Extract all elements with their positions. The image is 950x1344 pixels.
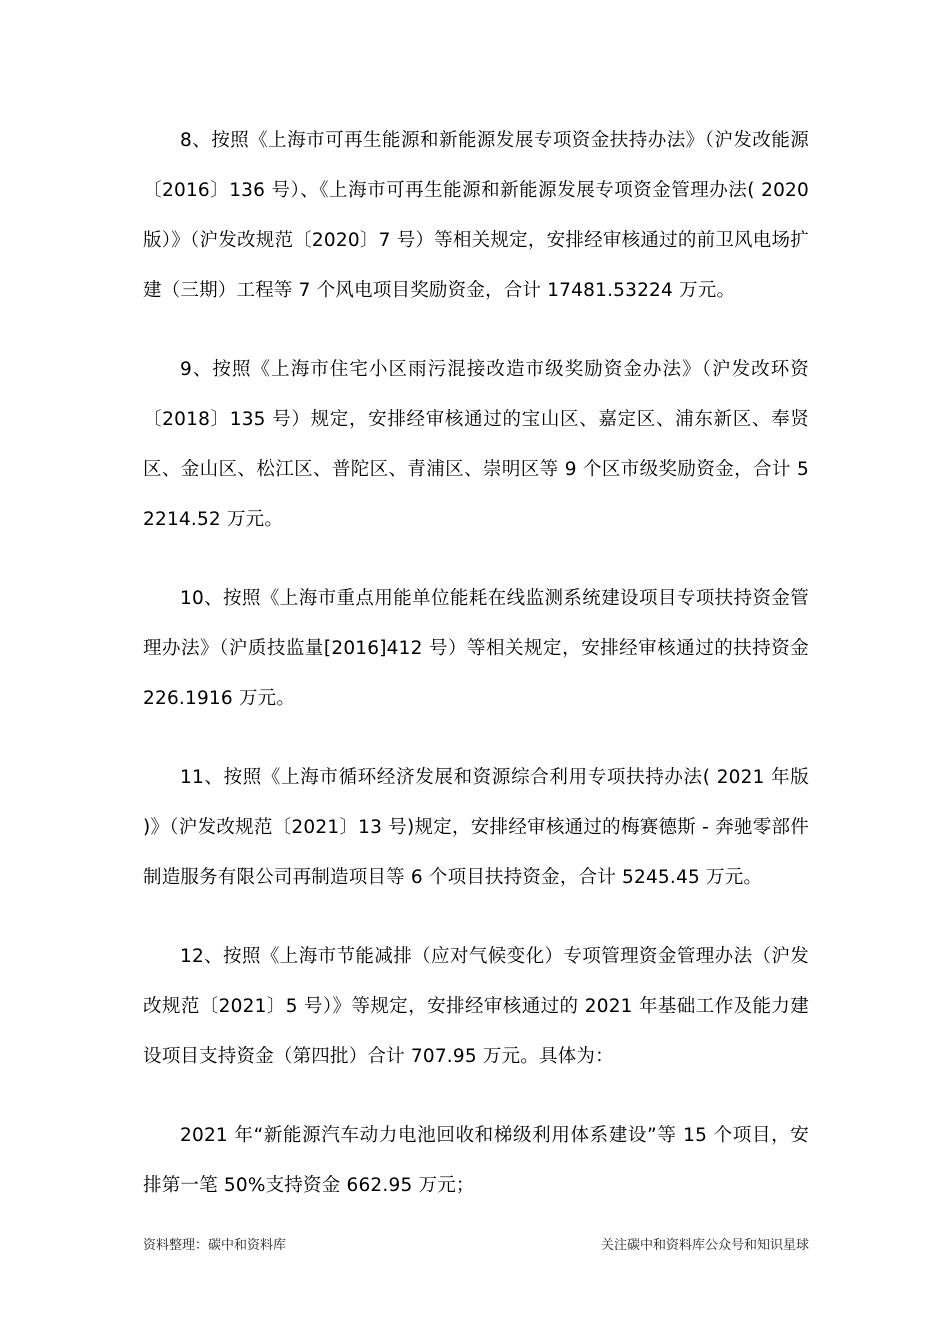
paragraph-12: 12、按照《上海市节能减排（应对气候变化）专项管理资金管理办法（沪发改规范〔2021〕5 号）》等规定，安排经审核通过的 2021 年基础工作及能力建设项目支持资金（第四批）合计 707.95 万元。具体为： bbox=[143, 946, 809, 1067]
paragraph-8: 8、按照《上海市可再生能源和新能源发展专项资金扶持办法》（沪发改能源〔2016〕136 号）、《上海市可再生能源和新能源发展专项资金管理办法( 2020 版）》（沪发改规范〔2020〕7 号）等相关规定，安排经审核通过的前卫风电场扩建（三期）工程等 7 个风电项目奖励资金，合计 17481.53224 万元。 bbox=[143, 130, 809, 301]
paragraph-10: 10、按照《上海市重点用能单位能耗在线监测系统建设项目专项扶持资金管理办法》（沪质技监量[2016]412 号）等相关规定，安排经审核通过的扶持资金 226.1916 万元。 bbox=[143, 588, 809, 709]
paragraph-9: 9、按照《上海市住宅小区雨污混接改造市级奖励资金办法》（沪发改环资〔2018〕135 号）规定，安排经审核通过的宝山区、嘉定区、浦东新区、奉贤区、金山区、松江区、普陀区、青浦区、崇明区等 9 个区市级奖励资金，合计 52214.52 万元。 bbox=[143, 359, 809, 530]
footer-source-text: 资料整理：碳中和资料库 bbox=[143, 1238, 287, 1253]
document-body bbox=[143, 116, 809, 1240]
footer-follow-text: 关注碳中和资料库公众号和知识星球 bbox=[600, 1238, 809, 1253]
paragraph-2021-items: 2021 年“新能源汽车动力电池回收和梯级利用体系建设”等 15 个项目，安排第一笔 50%支持资金 662.95 万元； bbox=[143, 1125, 809, 1196]
paragraph-11: 11、按照《上海市循环经济发展和资源综合利用专项扶持办法( 2021 年版 )》（沪发改规范〔2021〕13 号)规定，安排经审核通过的梅赛德斯 - 奔驰零部件制造服务有限公司再制造项目等 6 个项目扶持资金，合计 5245.45 万元。 bbox=[143, 767, 809, 888]
